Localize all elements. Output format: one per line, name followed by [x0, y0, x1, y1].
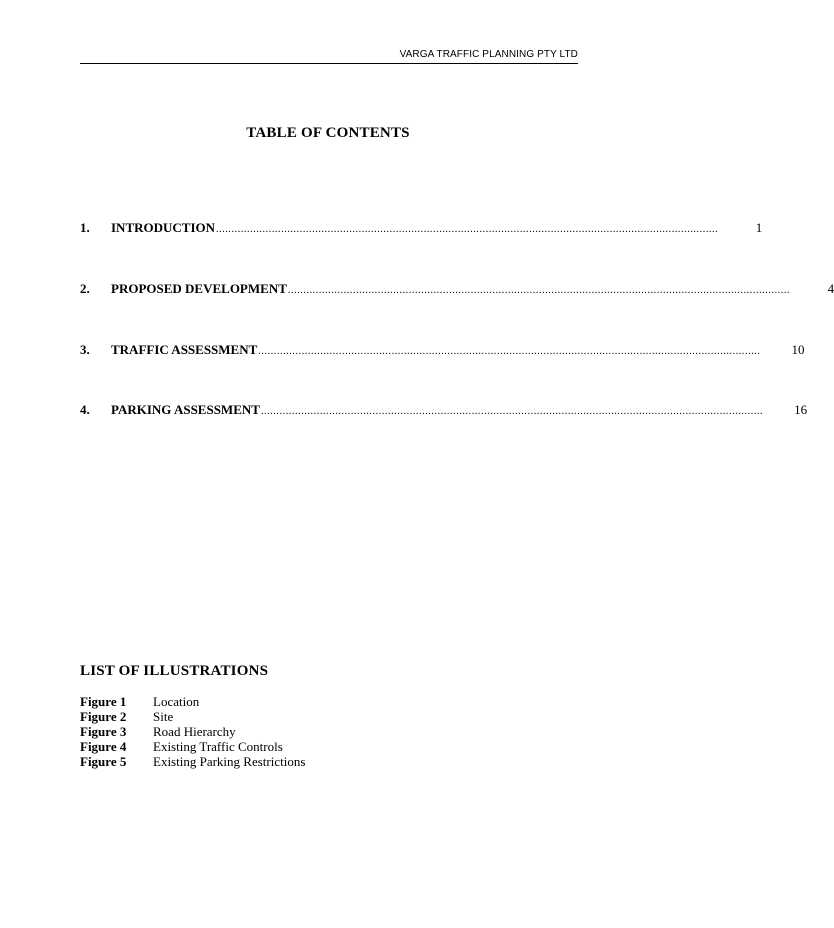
figure-label: Figure 1 — [80, 694, 127, 709]
toc-title: TABLE OF CONTENTS — [246, 125, 410, 141]
figure-label: Figure 5 — [80, 754, 127, 769]
toc-entry-page: 4 — [827, 281, 834, 296]
toc-entry-label: PARKING ASSESSMENT — [111, 402, 260, 417]
toc-entry-parking-assessment[interactable] — [80, 401, 808, 419]
illustrations-title: LIST OF ILLUSTRATIONS — [80, 663, 269, 679]
page-header — [80, 49, 578, 64]
toc-entry-introduction[interactable] — [80, 219, 763, 237]
toc-entry-label: PROPOSED DEVELOPMENT — [111, 281, 287, 296]
toc-entry-label: TRAFFIC ASSESSMENT — [111, 342, 258, 357]
toc-entry-page: 1 — [755, 220, 763, 235]
toc-entry-proposed-development[interactable] — [80, 280, 834, 298]
toc-dot-leader: .................................................................................................................................................................. — [216, 224, 719, 235]
company-name: VARGA TRAFFIC PLANNING PTY LTD — [399, 49, 578, 60]
figure-item[interactable] — [80, 709, 480, 724]
figure-description: Existing Parking Restrictions — [153, 754, 306, 769]
toc-entry-page: 16 — [794, 402, 808, 417]
toc-dot-leader: .................................................................................................................................................................. — [258, 346, 761, 357]
toc-entry-traffic-assessment[interactable] — [80, 341, 805, 359]
toc-entry-number: 2. — [80, 281, 90, 296]
figure-description: Site — [153, 709, 174, 724]
figure-description: Existing Traffic Controls — [153, 739, 283, 754]
figure-label: Figure 2 — [80, 709, 127, 724]
toc-dot-leader: .................................................................................................................................................................. — [287, 285, 791, 296]
figure-list — [80, 694, 480, 769]
figure-description: Location — [153, 694, 200, 709]
toc-entry-label: INTRODUCTION — [111, 220, 216, 235]
figure-label: Figure 3 — [80, 724, 127, 739]
figure-label: Figure 4 — [80, 739, 127, 754]
toc-entry-number: 3. — [80, 342, 90, 357]
figure-item[interactable] — [80, 724, 480, 739]
toc-dot-leader: .................................................................................................................................................................. — [260, 406, 764, 417]
figure-item[interactable] — [80, 739, 480, 754]
toc-entry-number: 4. — [80, 402, 90, 417]
figure-item[interactable] — [80, 754, 480, 769]
toc-entry-number: 1. — [80, 220, 90, 235]
figure-item[interactable] — [80, 694, 480, 709]
figure-description: Road Hierarchy — [153, 724, 236, 739]
toc-entry-page: 10 — [791, 342, 805, 357]
